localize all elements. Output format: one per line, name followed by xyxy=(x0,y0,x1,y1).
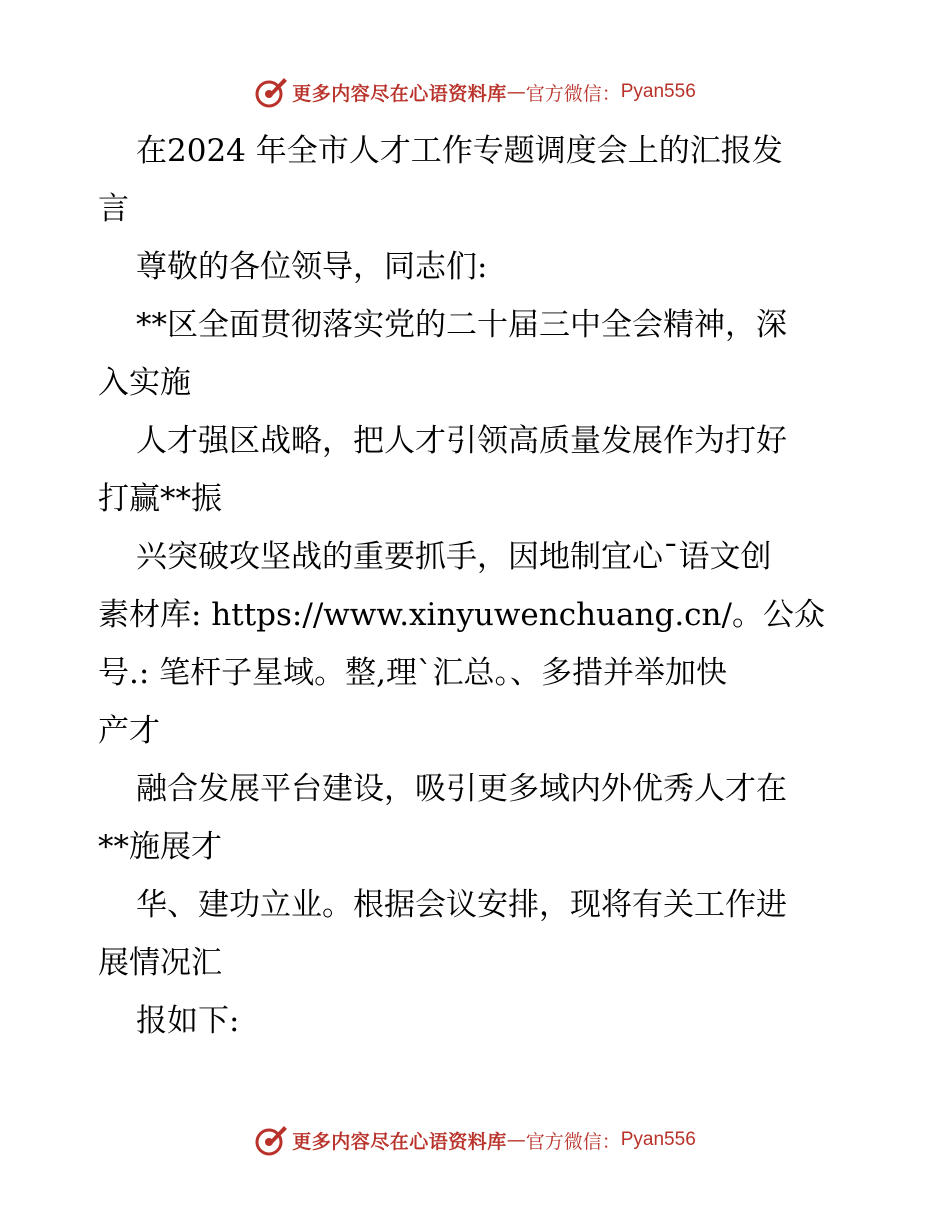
watermark-brand: 更多内容尽在心语资料库 xyxy=(292,82,507,105)
watermark-brand: 更多内容尽在心语资料库 xyxy=(292,1130,507,1153)
body-line: **区全面贯彻落实党的二十届三中全会精神，深 xyxy=(136,307,787,343)
body-line: 融合发展平台建设，吸引更多域内外优秀人才在 xyxy=(136,771,787,807)
watermark-dash: — xyxy=(506,1129,526,1151)
document-body xyxy=(98,122,858,1050)
body-line: 人才强区战略，把人才引领高质量发展作为打好 xyxy=(136,423,787,459)
body-line: 素材库: https://www.xinyuwenchuang.cn/。公众 xyxy=(98,597,825,633)
title-line-2: 言 xyxy=(98,191,129,227)
pen-logo-icon xyxy=(254,75,288,109)
watermark-label: 官方微信： xyxy=(525,1130,621,1153)
watermark-header xyxy=(0,72,950,112)
body-line: 华、建功立业。根据会议安排，现将有关工作进 xyxy=(136,887,787,923)
pen-logo-icon xyxy=(254,1123,288,1157)
body-line: 号.: 笔杆子星域。整,理`汇总。、多措并举加快 xyxy=(98,655,728,691)
title-line-1: 在2024 年全市人才工作专题调度会上的汇报发 xyxy=(136,133,783,169)
body-line: 展情况汇 xyxy=(98,945,222,981)
body-line: 产才 xyxy=(98,713,160,749)
body-line: 兴突破攻坚战的重要抓手，因地制宜心¯语文创 xyxy=(136,539,772,575)
salutation: 尊敬的各位领导，同志们: xyxy=(136,249,488,285)
watermark-dash: — xyxy=(506,81,526,103)
watermark-label: 官方微信： xyxy=(525,82,621,105)
body-line: 打赢**振 xyxy=(98,481,222,517)
watermark-footer xyxy=(0,1120,950,1160)
body-line: 入实施 xyxy=(98,365,191,401)
body-line: 报如下: xyxy=(136,1003,240,1039)
body-line: **施展才 xyxy=(98,829,222,865)
watermark-wechat-id: Pyan556 xyxy=(620,1129,696,1150)
watermark-wechat-id: Pyan556 xyxy=(620,81,696,102)
